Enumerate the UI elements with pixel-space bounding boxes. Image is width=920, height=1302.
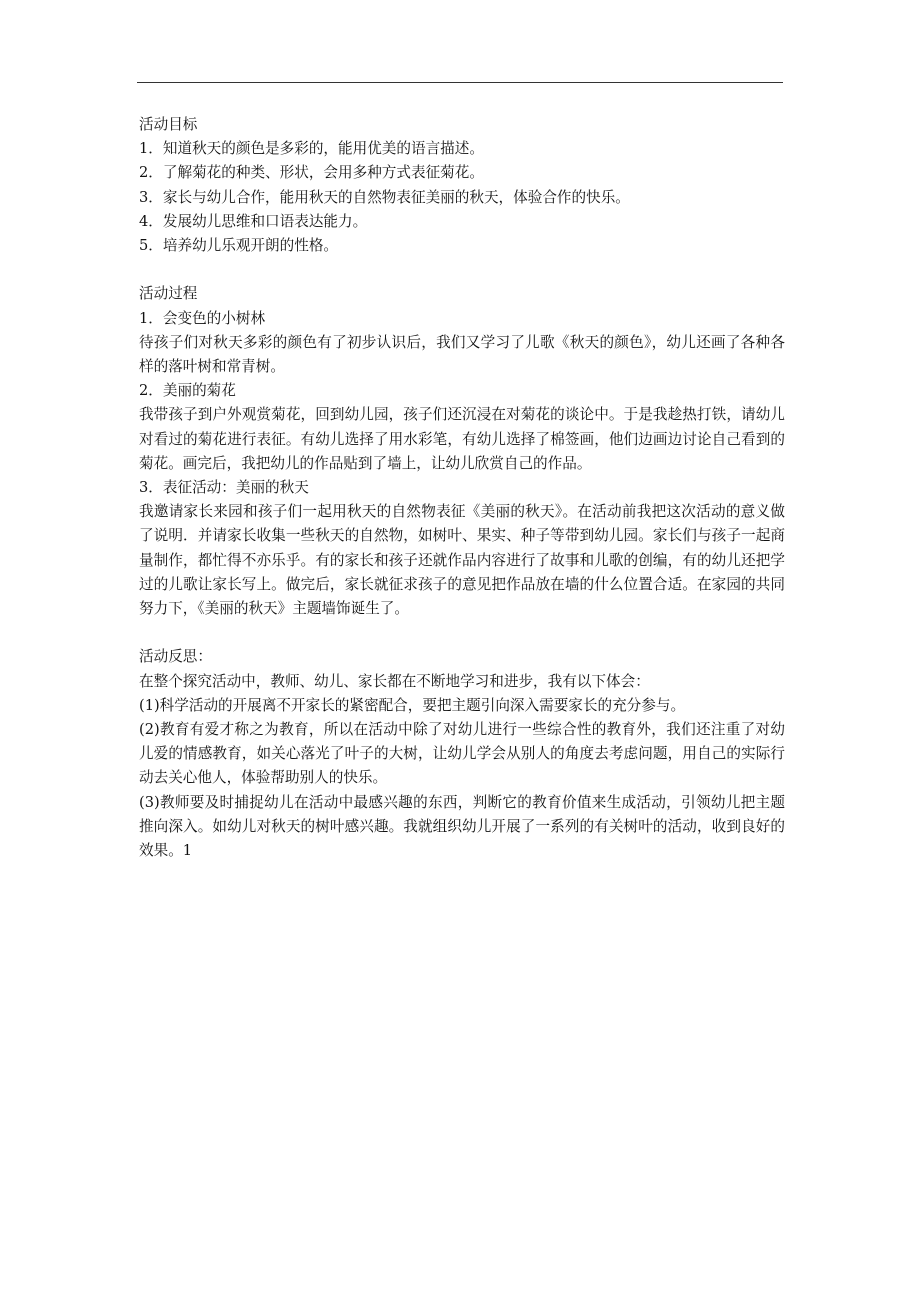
process-step-body: 我邀请家长来园和孩子们一起用秋天的自然物表征《美丽的秋天》。在活动前我把这次活动的意义做了说明．并请家长收集一些秋天的自然物，如树叶、果实、种子等带到幼儿园。家长们与孩子一起商量制作，都忙得不亦乐乎。有的家长和孩子还就作品内容进行了故事和儿歌的创编，有的幼儿还把学过的儿歌让家长写上。做完后，家长就征求孩子的意见把作品放在墙的什么位置合适。在家园的共同努力下，《美丽的秋天》主题墙饰诞生了。 xyxy=(139,503,785,618)
process-step-body: 待孩子们对秋天多彩的颜色有了初步认识后，我们又学习了儿歌《秋天的颜色》，幼儿还画了各种各样的落叶树和常青树。 xyxy=(139,333,785,376)
header-rule xyxy=(137,82,783,83)
process-step-title: 1．会变色的小树林 xyxy=(139,309,266,327)
reflection-point: (2)教育有爱才称之为教育，所以在活动中除了对幼儿进行一些综合性的教育外，我们还注重了对幼儿爱的情感教育，如关心落光了叶子的大树，让幼儿学会从别人的角度去考虑问题，用自己的实际行动去关心他人，体验帮助别人的快乐。 xyxy=(139,721,785,787)
reflection-heading: 活动反思： xyxy=(139,648,212,666)
process-step-title: 2．美丽的菊花 xyxy=(139,382,236,400)
section-process xyxy=(139,282,785,621)
goal-item: 2．了解菊花的种类、形状，会用多种方式表征菊花。 xyxy=(139,164,484,182)
reflection-point: (3)教师要及时捕捉幼儿在活动中最感兴趣的东西，判断它的教育价值来生成活动，引领幼儿把主题推向深入。如幼儿对秋天的树叶感兴趣。我就组织幼儿开展了一系列的有关树叶的活动，收到良好的效果。1 xyxy=(139,793,785,860)
section-reflection xyxy=(139,645,785,863)
goal-item: 5．培养幼儿乐观开朗的性格。 xyxy=(139,237,339,255)
section-goals xyxy=(139,113,785,258)
document-body xyxy=(139,113,785,863)
goal-item: 4．发展幼儿思维和口语表达能力。 xyxy=(139,212,368,230)
process-step-body: 我带孩子到户外观赏菊花，回到幼儿园，孩子们还沉浸在对菊花的谈论中。于是我趁热打铁，请幼儿对看过的菊花进行表征。有幼儿选择了用水彩笔，有幼儿选择了棉签画，他们边画边讨论自己看到的菊花。画完后，我把幼儿的作品贴到了墙上，让幼儿欣赏自己的作品。 xyxy=(139,406,785,472)
goal-item: 1．知道秋天的颜色是多彩的，能用优美的语言描述。 xyxy=(139,140,484,158)
goal-item: 3．家长与幼儿合作，能用秋天的自然物表征美丽的秋天，体验合作的快乐。 xyxy=(139,188,630,206)
process-step-title: 3．表征活动：美丽的秋天 xyxy=(139,479,309,497)
reflection-intro: 在整个探究活动中，教师、幼儿、家长都在不断地学习和进步，我有以下体会： xyxy=(139,672,650,690)
process-heading: 活动过程 xyxy=(139,285,198,303)
goals-heading: 活动目标 xyxy=(139,116,198,133)
reflection-point: (1)科学活动的开展离不开家长的紧密配合，要把主题引向深入需要家长的充分参与。 xyxy=(139,696,686,714)
